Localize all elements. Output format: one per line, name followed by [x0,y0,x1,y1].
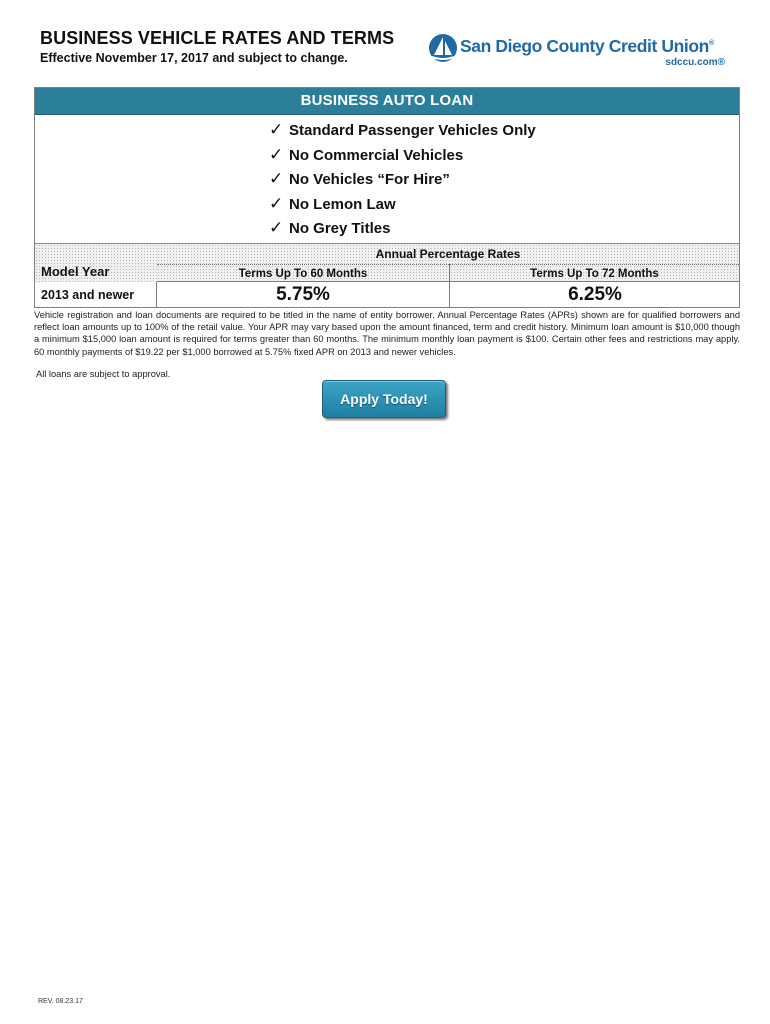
sdccu-logo[interactable] [428,30,728,74]
revision-label: REV. 08.23.17 [38,998,83,1005]
checkmark-icon: ✓ [269,193,284,213]
rate-60-months: 5.75% [276,284,330,305]
term-60-header: Terms Up To 60 Months [157,264,449,282]
checkmark-icon: ✓ [269,169,284,188]
feature-text: Standard Passenger Vehicles Only [289,122,536,139]
model-year-header-cell [35,244,157,282]
rates-table [35,243,739,308]
page-title: BUSINESS VEHICLE RATES AND TERMS [40,28,395,48]
approval-note: All loans are subject to approval. [36,369,171,379]
apr-heading: Annual Percentage Rates [157,244,739,264]
checkmark-icon: ✓ [269,218,284,237]
feature-item [269,194,536,219]
feature-list [269,120,536,243]
loan-heading: BUSINESS AUTO LOAN [35,88,739,115]
feature-text: No Grey Titles [289,220,391,237]
feature-item [269,120,536,145]
disclaimer-text: Vehicle registration and loan documents are required to be titled in the name of entity borrower. Annual Percentage Rates (APRs) shown are for qualified borrowers and reflect loan amounts up to 100% of the retail value. Your APR may vary based upon the amount financed, term and credit history. Minimum loan amount is $10,000 though a minimum $15,000 loan amount is required for terms greater than 60 months. The minimum monthly loan payment is $100. Certain other fees and restrictions may apply. 60 monthly payments of $19.22 per $1,000 borrowed at 5.75% fixed APR on 2013 and newer vehicles. [34,310,740,357]
rate-72-months: 6.25% [449,282,740,308]
feature-text: No Vehicles “For Hire” [289,171,450,188]
logo-name [460,36,714,57]
term-72-header: Terms Up To 72 Months [449,264,739,282]
logo-name-text: San Diego County Credit Union [460,36,709,56]
business-auto-loan-box [34,87,740,308]
checkmark-icon: ✓ [269,120,284,139]
model-year-label: Model Year [41,264,110,279]
feature-text: No Lemon Law [289,195,396,213]
feature-item [269,145,536,170]
model-year-value: 2013 and newer [35,282,157,308]
sailboat-icon [428,33,458,63]
effective-date: Effective November 17, 2017 and subject to change. [40,51,348,65]
feature-item [269,169,536,194]
feature-item [269,218,536,243]
checkmark-icon: ✓ [269,144,284,164]
apply-today-button[interactable]: Apply Today! [322,380,446,418]
logo-registered-mark: ® [708,40,714,48]
feature-text: No Commercial Vehicles [289,146,464,164]
logo-url: sdccu.com® [665,57,725,68]
